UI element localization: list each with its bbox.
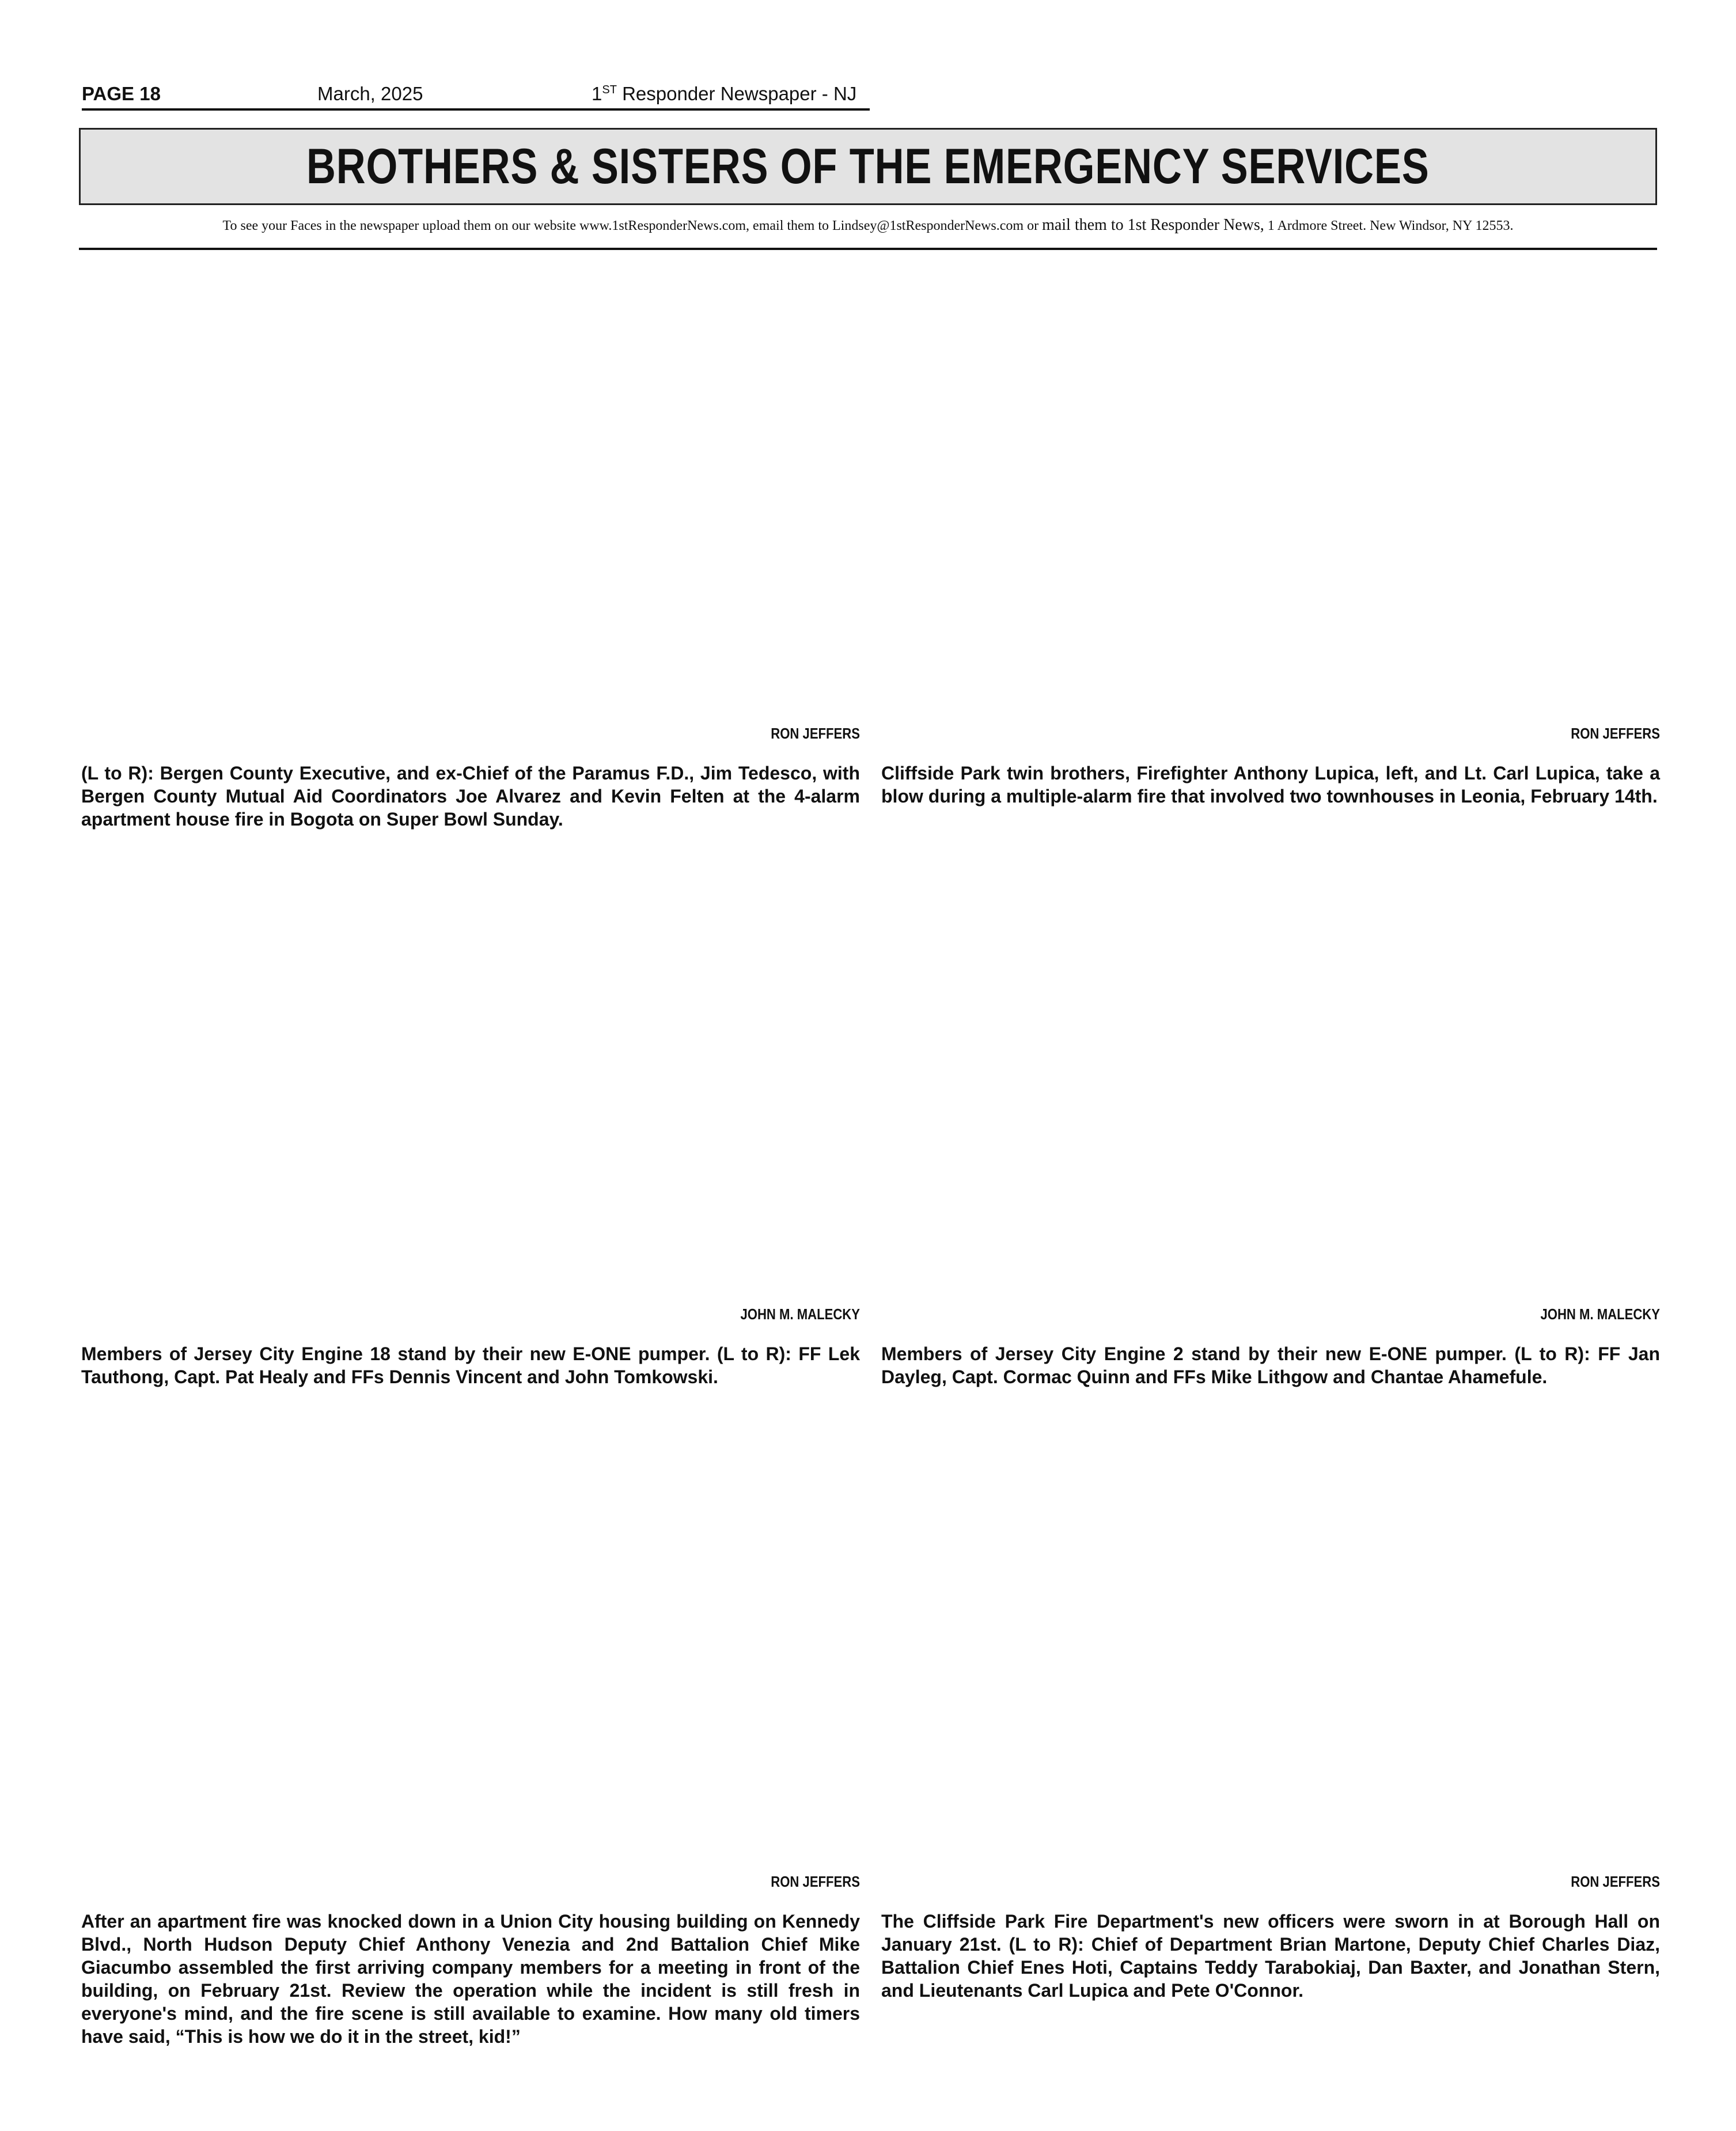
photo-caption-3: Members of Jersey City Engine 18 stand by their new E-ONE pumper. (L to R): FF Lek Tauthong, Capt. Pat Healy and FFs Dennis Vincent and John Tomkowski. — [81, 1343, 860, 1387]
section-title: BROTHERS & SISTERS OF THE EMERGENCY SERVICES — [306, 139, 1430, 194]
photo-credit-4: JOHN M. MALECKY — [1540, 1305, 1660, 1323]
issue-date: March, 2025 — [317, 83, 423, 104]
publication-name — [592, 82, 856, 105]
publication-name-prefix: 1 — [592, 83, 602, 104]
photo-caption-4: Members of Jersey City Engine 2 stand by their new E-ONE pumper. (L to R): FF Jan Dayleg, Capt. Cormac Quinn and FFs Mike Lithgow and Chantae Ahamefule. — [881, 1343, 1660, 1387]
photo-caption-6: The Cliffside Park Fire Department's new officers were sworn in at Borough Hall on January 21st. (L to R): Chief of Department Brian Martone, Deputy Chief Charles Diaz, Battalion Chief Enes Hoti, Captains Teddy Tarabokiaj, Dan Baxter, and Jonathan Stern, and Lieutenants Carl Lupica and Pete O'Connor. — [881, 1911, 1660, 2001]
photo-credit-5: RON JEFFERS — [771, 1873, 860, 1890]
photo-credit-1: RON JEFFERS — [771, 725, 860, 742]
photo-4 — [881, 847, 1660, 1296]
photo-3 — [81, 847, 860, 1296]
photo-credit-2: RON JEFFERS — [1571, 725, 1660, 742]
submission-instructions — [79, 217, 1657, 234]
page-number: PAGE 18 — [82, 83, 161, 104]
photo-credit-6: RON JEFFERS — [1571, 1873, 1660, 1890]
section-banner — [79, 128, 1657, 205]
instructions-mail: mail them to 1st Responder News, — [1042, 216, 1264, 234]
photo-6 — [881, 1406, 1660, 1867]
publication-name-superscript: ST — [602, 84, 617, 96]
photo-caption-5: After an apartment fire was knocked down in a Union City housing building on Kennedy Blvd., North Hudson Deputy Chief Anthony Venezia and 2nd Battalion Chief Mike Giacumbo assembled the first arriving company members for a meeting in front of the building, on February 21st. Review the operation while the incident is still fresh in everyone's mind, and the fire scene is still available to examine. How many old timers have said, “This is how we do it in the street, kid!” — [81, 1911, 860, 2047]
photo-credit-3: JOHN M. MALECKY — [740, 1305, 860, 1323]
photo-caption-2: Cliffside Park twin brothers, Firefighter Anthony Lupica, left, and Lt. Carl Lupica, take a blow during a multiple-alarm fire that involved two townhouses in Leonia, February 14th. — [881, 763, 1660, 807]
section-rule — [79, 248, 1657, 250]
photo-1 — [81, 259, 860, 720]
header-rule — [82, 108, 870, 111]
instructions-part-1: To see your Faces in the newspaper upload them on our website www.1stResponderNews.com, email them to Lindsey@1stResponderNews.com or — [222, 218, 1043, 233]
photo-5 — [81, 1406, 860, 1867]
publication-name-rest: Responder Newspaper - NJ — [616, 83, 857, 104]
photo-caption-1: (L to R): Bergen County Executive, and ex-Chief of the Paramus F.D., Jim Tedesco, with Bergen County Mutual Aid Coordinators Joe Alvarez and Kevin Felten at the 4-alarm apartment house fire in Bogota on Super Bowl Sunday. — [81, 763, 860, 830]
instructions-part-3: 1 Ardmore Street. New Windsor, NY 12553. — [1264, 218, 1514, 233]
photo-2 — [881, 259, 1660, 720]
